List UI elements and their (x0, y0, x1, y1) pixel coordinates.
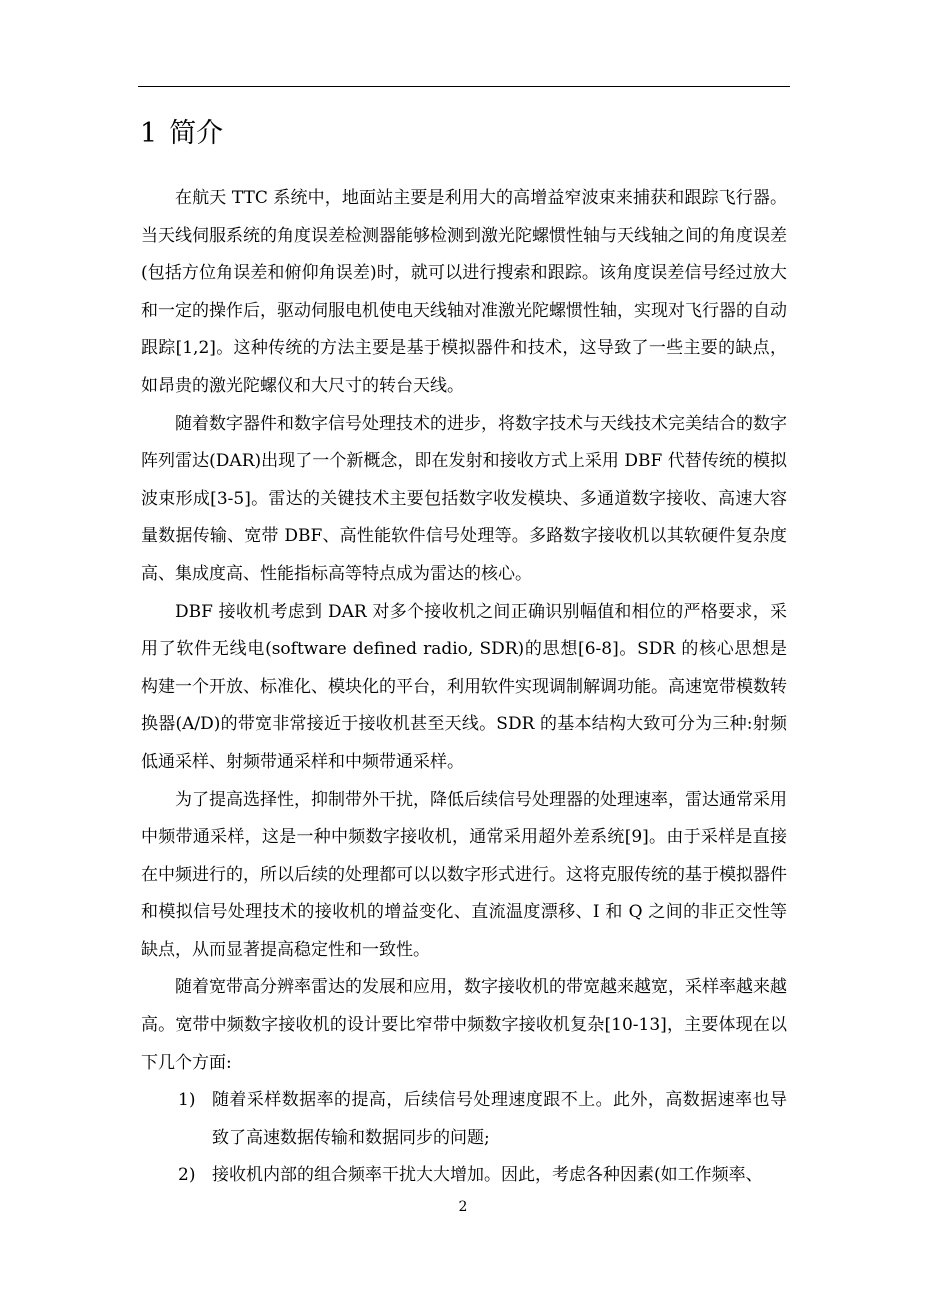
list-item (141, 1157, 787, 1195)
paragraph: 随着宽带高分辨率雷达的发展和应用，数字接收机的带宽越来越宽，采样率越来越高。宽带中频数字接收机的设计要比窄带中频数字接收机复杂[10-13]，主要体现在以下几个方面: (141, 977, 787, 1073)
section-number: 1 (140, 118, 158, 149)
numbered-list (141, 1082, 787, 1195)
section-heading (140, 113, 223, 155)
list-item-text: 随着采样数据率的提高，后续信号处理速度跟不上。此外，高数据速率也导致了高速数据传输和数据同步的问题; (212, 1090, 787, 1148)
paragraph: DBF 接收机考虑到 DAR 对多个接收机之间正确识别幅值和相位的严格要求，采用了软件无线电(software defined radio, SDR)的思想[6-8]。SDR 的核心思想是构建一个开放、标准化、模块化的平台，利用软件实现调制解调功能。高速宽带模数转换器(A/D)的带宽非常接近于接收机甚至天线。SDR 的基本结构大致可分为三种:射频低通采样、射频带通采样和中频带通采样。 (141, 601, 787, 772)
paragraph: 为了提高选择性，抑制带外干扰，降低后续信号处理器的处理速率，雷达通常采用中频带通采样，这是一种中频数字接收机，通常采用超外差系统[9]。由于采样是直接在中频进行的，所以后续的处理都可以以数字形式进行。这将克服传统的基于模拟器件和模拟信号处理技术的接收机的增益变化、直流温度漂移、I 和 Q 之间的非正交性等缺点，从而显著提高稳定性和一致性。 (141, 789, 787, 960)
body-text (141, 180, 787, 1195)
list-item-text: 接收机内部的组合频率干扰大大增加。因此，考虑各种因素(如工作频率、 (212, 1165, 763, 1186)
paragraph: 随着数字器件和数字信号处理技术的进步，将数字技术与天线技术完美结合的数字阵列雷达(DAR)出现了一个新概念，即在发射和接收方式上采用 DBF 代替传统的模拟波束形成[3-5]。雷达的关键技术主要包括数字收发模块、多通道数字接收、高速大容量数据传输、宽带 DBF、高性能软件信号处理等。多路数字接收机以其软硬件复杂度高、集成度高、性能指标高等特点成为雷达的核心。 (141, 413, 787, 584)
section-title: 简介 (169, 118, 224, 149)
list-item (141, 1082, 787, 1157)
paragraph: 在航天 TTC 系统中，地面站主要是利用大的高增益窄波束来捕获和跟踪飞行器。当天线伺服系统的角度误差检测器能够检测到激光陀螺惯性轴与天线轴之间的角度误差(包括方位角误差和俯仰角误差)时，就可以进行搜索和跟踪。该角度误差信号经过放大和一定的操作后，驱动伺服电机使电天线轴对准激光陀螺惯性轴，实现对飞行器的自动跟踪[1,2]。这种传统的方法主要是基于模拟器件和技术，这导致了一些主要的缺点，如昂贵的激光陀螺仪和大尺寸的转台天线。 (141, 188, 787, 396)
page-number: 2 (458, 1199, 468, 1215)
list-marker: 2) (178, 1165, 196, 1186)
list-marker: 1) (178, 1090, 196, 1111)
header-rule (138, 86, 790, 87)
